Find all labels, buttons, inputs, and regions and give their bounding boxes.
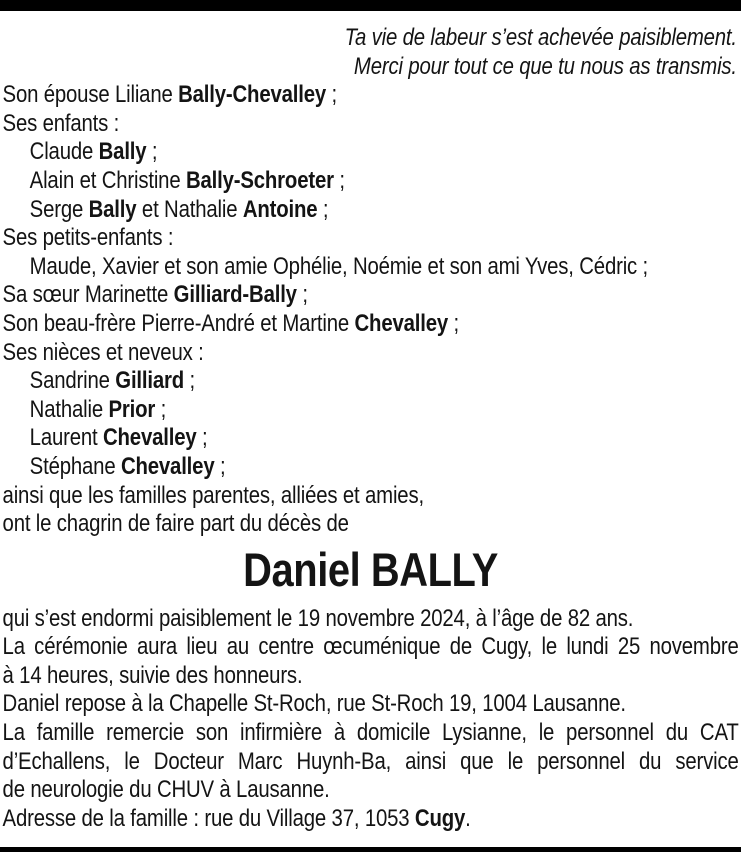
surname-bold: Bally-Chevalley <box>178 81 327 109</box>
detail-line <box>3 633 739 662</box>
text-segment: ; <box>333 166 345 194</box>
text-segment: ; <box>448 309 460 337</box>
text-segment: Maude, Xavier et son amie Ophélie, Noémie et son ami Yves, Cédric ; <box>29 252 649 280</box>
detail-line <box>3 662 739 691</box>
text-segment: Adresse de la famille : rue du Village 37, 1053 <box>2 804 415 832</box>
text-segment: ; <box>326 81 338 109</box>
text-segment: Laurent <box>29 424 104 452</box>
family-line <box>3 224 739 253</box>
ceremony-details <box>3 605 739 834</box>
detail-line <box>3 805 739 834</box>
text-segment: ; <box>214 452 226 480</box>
text-segment: Ses enfants : <box>2 109 120 137</box>
text-segment: Claude <box>29 138 99 166</box>
surname-bold: Bally <box>88 195 137 223</box>
text-segment: La cérémonie aura lieu au centre œcuménique de Cugy, le lundi 25 novembre <box>2 633 739 661</box>
family-line <box>3 367 739 396</box>
text-segment: Son beau-frère Pierre-André et Martine <box>2 309 355 337</box>
text-segment: qui s’est endormi paisiblement le 19 novembre 2024, à l’âge de 82 ans. <box>2 604 634 632</box>
surname-bold: Antoine <box>242 195 318 223</box>
family-line <box>3 424 739 453</box>
surname-bold: Gilliard <box>115 367 185 395</box>
text-segment: et Nathalie <box>136 195 243 223</box>
surname-bold: Bally-Schroeter <box>185 166 334 194</box>
text-segment: de neurologie du CHUV à Lausanne. <box>2 776 330 804</box>
family-list <box>3 81 739 539</box>
text-segment: ; <box>317 195 329 223</box>
text-segment: ; <box>184 367 196 395</box>
family-line <box>3 167 739 196</box>
family-line <box>3 110 739 139</box>
family-line <box>3 281 739 310</box>
family-line <box>3 138 739 167</box>
top-border <box>0 0 741 11</box>
epigraph-line-1: Ta vie de labeur s’est achevée paisiblement. <box>344 24 737 51</box>
surname-bold: Gilliard-Bally <box>173 281 297 309</box>
detail-line <box>3 776 739 805</box>
surname-bold: Chevalley <box>120 452 215 480</box>
family-line <box>3 253 739 282</box>
deceased-name: Daniel BALLY <box>243 542 498 596</box>
surname-bold: Chevalley <box>103 424 197 452</box>
surname-bold: Cugy <box>414 804 466 832</box>
family-line <box>3 396 739 425</box>
text-segment: Daniel repose à la Chapelle St-Roch, rue St-Roch 19, 1004 Lausanne. <box>2 690 626 718</box>
text-segment: . <box>465 804 471 832</box>
detail-line <box>3 719 739 748</box>
family-line <box>3 339 739 368</box>
family-line <box>3 510 739 539</box>
text-segment: ainsi que les familles parentes, alliées et amies, <box>2 481 424 509</box>
notice-body <box>0 11 741 833</box>
text-segment: Sandrine <box>29 367 116 395</box>
text-segment: d’Echallens, le Docteur Marc Huynh-Ba, ainsi que le personnel du service <box>2 747 739 775</box>
text-segment: ; <box>296 281 308 309</box>
text-segment: ; <box>196 424 208 452</box>
text-segment: ; <box>155 395 167 423</box>
text-segment: Alain et Christine <box>29 166 186 194</box>
detail-line <box>3 748 739 777</box>
text-segment: ont le chagrin de faire part du décès de <box>2 510 349 538</box>
bottom-border <box>0 847 741 852</box>
epigraph-line-2: Merci pour tout ce que tu nous as transmis. <box>353 52 737 80</box>
text-segment: Sa sœur Marinette <box>2 281 174 309</box>
surname-bold: Chevalley <box>354 309 449 337</box>
text-segment: Ses nièces et neveux : <box>2 338 204 366</box>
family-line <box>3 482 739 511</box>
surname-bold: Prior <box>108 395 156 423</box>
text-segment: Ses petits-enfants : <box>2 224 174 252</box>
epigraph <box>3 24 739 81</box>
surname-bold: Bally <box>98 138 147 166</box>
text-segment: Nathalie <box>29 395 109 423</box>
family-line <box>3 81 739 110</box>
detail-line <box>3 605 739 634</box>
family-line <box>3 196 739 225</box>
text-segment: Stéphane <box>29 452 121 480</box>
text-segment: à 14 heures, suivie des honneurs. <box>2 661 303 689</box>
text-segment: ; <box>146 138 158 166</box>
text-segment: Son épouse Liliane <box>2 81 179 109</box>
text-segment: La famille remercie son infirmière à domicile Lysianne, le personnel du CAT <box>2 719 739 747</box>
text-segment: Serge <box>29 195 89 223</box>
family-line <box>3 310 739 339</box>
detail-line <box>3 690 739 719</box>
family-line <box>3 453 739 482</box>
